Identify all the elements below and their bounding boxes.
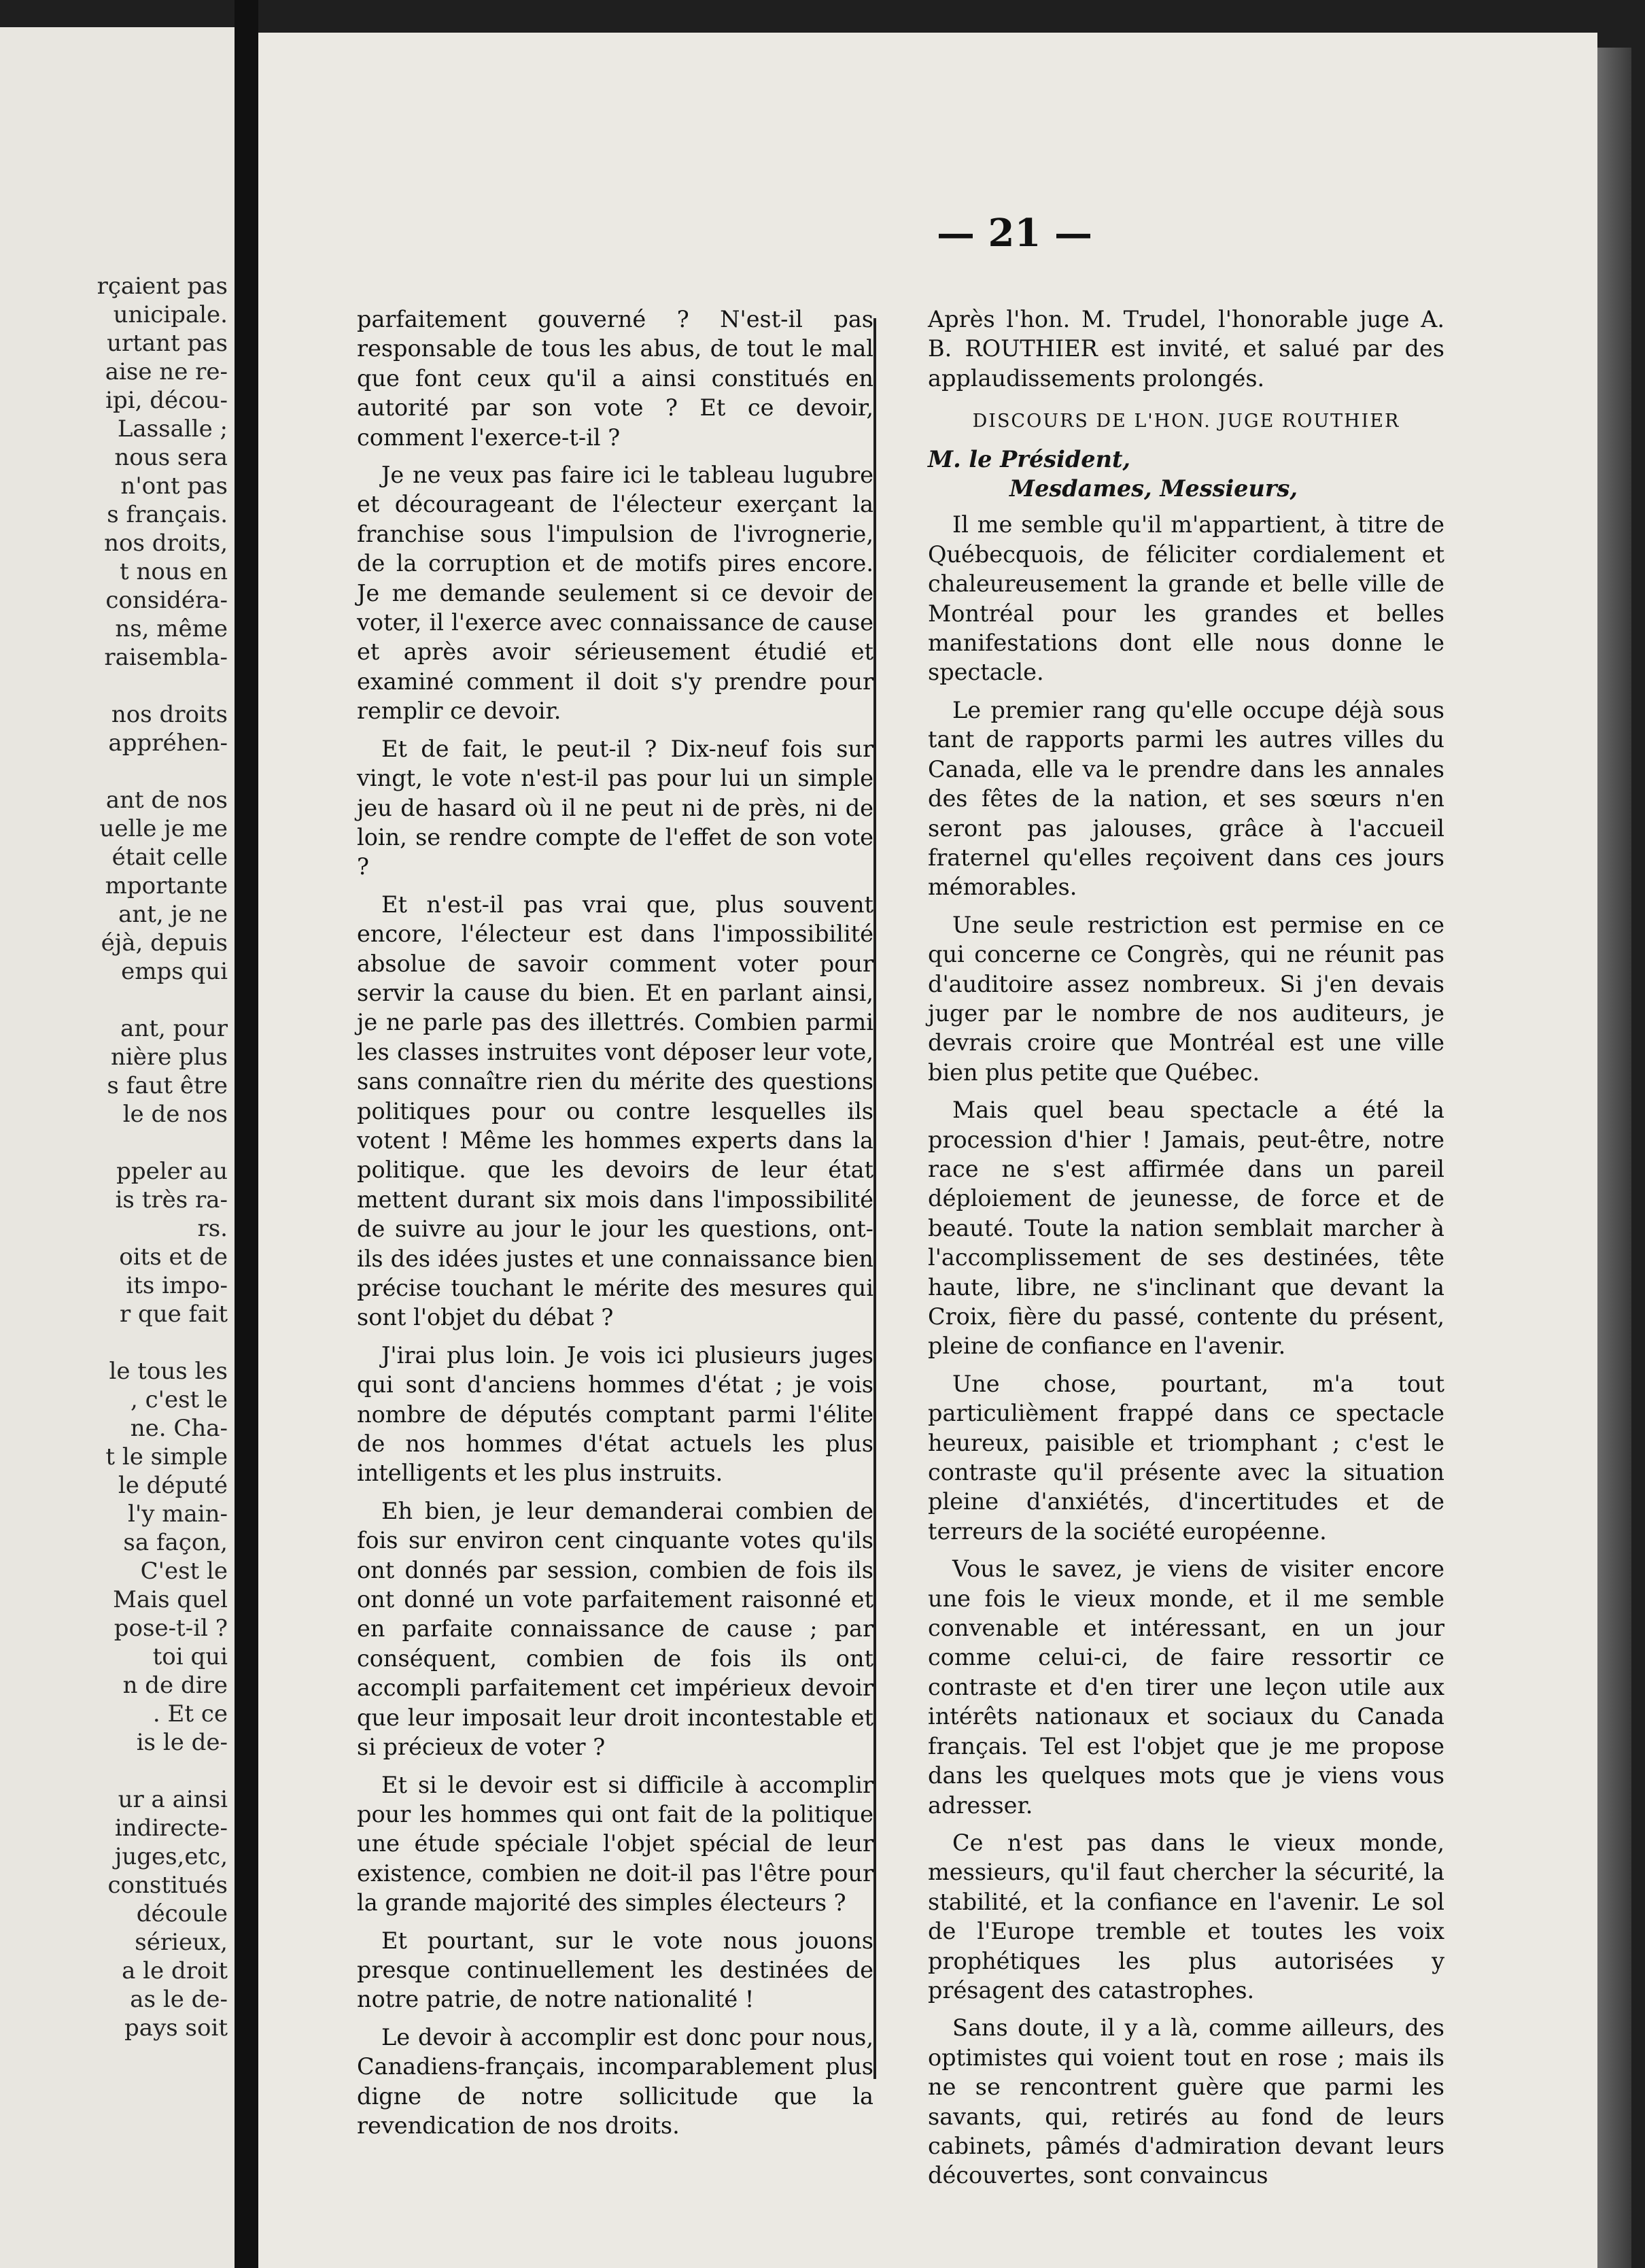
right-column (928, 305, 1444, 2199)
facing-page-line (10, 986, 228, 1014)
facing-page-line: n de dire (122, 1672, 228, 1699)
facing-page-line: ns, même (115, 615, 228, 642)
paragraph: Mais quel beau spectacle a été la procession d'hier ! Jamais, peut-être, notre race ne s'est affirmée dans un pareil déploiement de jeunesse, de force et de beauté. Toute la nation semblait marcher à l'accomplissement de ses destinées, tête haute, libre, ne s'inclinant que devant la Croix, fière du passé, contente du présent, pleine de confiance en l'avenir. (928, 1097, 1444, 1360)
facing-page-line: s français. (107, 501, 228, 528)
facing-page-line: a le droit (122, 1957, 228, 1984)
facing-page-line: ant, je ne (118, 901, 228, 928)
facing-page-line: pose-t-il ? (114, 1615, 228, 1642)
facing-page-line: Mais quel (113, 1586, 228, 1613)
facing-page-line: toi qui (152, 1643, 228, 1670)
left-column (357, 305, 873, 2148)
paragraph: Vous le savez, je viens de visiter encore une fois le vieux monde, et il me semble convenable et intéressant, en un jour comme celui-ci, de faire ressortir ce contraste et d'en tirer une leçon utile aux intérêts nationaux et sociaux du Canada français. Tel est l'objet que je me propose dans les quelques mots que je viens vous adresser. (928, 1556, 1444, 1819)
paragraph: Eh bien, je leur demanderai combien de fois sur environ cent cinquante votes qu'ils ont donnés par session, combien de fois ils ont donné un vote parfaitement raisonné et en parfaite connaissance de cause ; par conséquent, combien de fois ils ont accompli parfaitement cet impérieux devoir que leur imposait leur droit incontestable et si précieux de voter ? (357, 1497, 873, 1761)
facing-page-line: Lassalle ; (117, 415, 228, 443)
facing-page-line: ant, pour (120, 1015, 228, 1042)
facing-page-line: le député (118, 1472, 228, 1499)
paragraph: Et si le devoir est si difficile à accomplir pour les hommes qui ont fait de la politique une étude spéciale l'objet spécial de leur existence, combien ne doit-il pas l'être pour la grande majorité des simples électeurs ? (357, 1771, 873, 1917)
facing-page-line: t le simple (105, 1443, 228, 1471)
paragraph: Une seule restriction est permise en ce qui concerne ce Congrès, qui ne réunit pas d'auditoire assez nombreux. Si j'en devais juger par le nombre de nos auditeurs, je devrais croire que Montréal est une ville bien plus petite que Québec. (928, 911, 1444, 1086)
facing-page-line: uelle je me (99, 815, 228, 842)
facing-page-line: ur a ainsi (118, 1786, 228, 1813)
intro-paragraph: Après l'hon. M. Trudel, l'honorable juge A. B. ROUTHIER est invité, et salué par des applaudissements prolongés. (928, 306, 1444, 392)
facing-page-line: emps qui (121, 958, 228, 985)
facing-page-line: considéra- (105, 587, 228, 614)
facing-page-line: constitués (107, 1872, 228, 1899)
facing-page-line (10, 757, 228, 786)
facing-page-line: urtant pas (107, 330, 228, 357)
facing-page-line: ppeler au (116, 1158, 228, 1185)
facing-page-line: rçaient pas (97, 273, 228, 300)
paragraph: parfaitement gouverné ? N'est-il pas responsable de tous les abus, de tout le mal que font ceux qu'il a ainsi constitués en autorité par son vote ? Et ce devoir, comment l'exerce-t-il ? (357, 306, 873, 451)
facing-page-line: oits et de (119, 1243, 228, 1271)
facing-page-line: ant de nos (105, 787, 228, 814)
facing-page-line: découle (136, 1900, 228, 1927)
paragraph: J'irai plus loin. Je vois ici plusieurs juges qui sont d'anciens hommes d'état ; je vois nombre de députés comptant parmi l'élite de nos hommes d'état actuels les plus intelligents et les plus instruits. (357, 1341, 873, 1487)
paragraph: Sans doute, il y a là, comme ailleurs, des optimistes qui voient tout en rose ; mais ils ne se rencontrent guère que parmi les savants, qui, retirés au fond de leurs cabinets, pâmés d'admiration devant leurs découvertes, sont convaincus (928, 2014, 1444, 2189)
facing-page-line: pays soit (124, 2014, 228, 2042)
right-column-body (928, 510, 1444, 2190)
facing-page-line: C'est le (140, 1558, 228, 1585)
facing-page-line (10, 1757, 228, 1785)
main-page (258, 33, 1597, 2268)
facing-page-line: indirecte- (114, 1815, 228, 1842)
facing-page-line: unicipale. (113, 301, 228, 328)
facing-page-line: appréhen- (108, 729, 228, 757)
facing-page-line: juges,etc, (114, 1843, 228, 1870)
facing-page-line: nos droits (111, 701, 228, 728)
facing-page-line: aise ne re- (105, 358, 228, 385)
column-divider (873, 318, 876, 2079)
facing-page (0, 27, 235, 2268)
salutation-audience: Mesdames, Messieurs, (1009, 475, 1298, 502)
facing-page-line: le de nos (122, 1101, 228, 1128)
facing-page-line: r que fait (119, 1301, 228, 1328)
facing-page-line: as le de- (130, 1986, 228, 2013)
facing-page-line: s faut être (107, 1072, 228, 1099)
paragraph: Il me semble qu'il m'appartient, à titre de Québecquois, de féliciter cordialement et chaleureusement la grande et belle ville de Montréal pour les grandes et belles manifestations dont elle nous donne le spectacle. (928, 511, 1444, 686)
facing-page-line (10, 1129, 228, 1157)
section-heading: DISCOURS DE L'HON. JUGE ROUTHIER (972, 411, 1400, 432)
facing-page-line: sérieux, (135, 1929, 228, 1956)
facing-page-line: rs. (197, 1215, 228, 1242)
facing-page-line: n'ont pas (120, 472, 228, 500)
salutation-president: M. le Président, (928, 445, 1131, 472)
facing-page-line: t nous en (119, 558, 228, 585)
paragraph: Et pourtant, sur le vote nous jouons presque continuellement les destinées de notre patrie, de notre nationalité ! (357, 1927, 873, 2013)
facing-page-line: l'y main- (127, 1500, 228, 1528)
paragraph: Je ne veux pas faire ici le tableau lugubre et décourageant de l'électeur exerçant la franchise sous l'impulsion de l'ivrognerie, de la corruption et de motifs pires encore. Je me demande seulement si ce devoir de voter, il l'exerce avec connaissance de cause et après avoir sérieusement étudié et examiné comment il doit s'y prendre pour remplir ce devoir. (357, 462, 873, 725)
facing-page-line: sa façon, (123, 1529, 228, 1556)
facing-page-text (10, 272, 228, 2042)
facing-page-line: its impo- (126, 1272, 228, 1299)
paragraph: Ce n'est pas dans le vieux monde, messieurs, qu'il faut chercher la sécurité, la stabilité, et la confiance en l'avenir. Le sol de l'Europe tremble et toutes les voix prophétiques les plus autorisées y présagent des catastrophes. (928, 1829, 1444, 2004)
facing-page-line: , c'est le (130, 1386, 228, 1413)
facing-page-line: le tous les (109, 1358, 228, 1385)
facing-page-line: is très ra- (115, 1186, 228, 1214)
page-number: — 21 — (937, 211, 1092, 256)
paragraph: Le premier rang qu'elle occupe déjà sous tant de rapports parmi les autres villes du Canada, elle va le prendre dans les annales des fêtes de la nation, et ses sœurs n'en seront pas jalouses, grâce à l'accueil fraternel qu'elles reçoivent dans ces jours mémorables. (928, 696, 1444, 901)
facing-page-line: nous sera (114, 444, 228, 471)
facing-page-line (10, 672, 228, 700)
facing-page-line: . Et ce (152, 1700, 228, 1728)
paragraph: Et n'est-il pas vrai que, plus souvent encore, l'électeur est dans l'impossibilité absolue de savoir comment voter pour servir la cause du bien. Et en parlant ainsi, je ne parle pas des illettrés. Combien parmi les classes instruites vont déposer leur vote, sans connaître rien du mérite des questions politiques pour ou contre lesquelles ils votent ! Même les hommes experts dans la politique. que les devoirs de leur état mettent durant six mois dans l'impossibilité de suivre au jour le jour les questions, ont-ils des idées justes et une connaissance bien précise touchant le mérite des mesures qui sont l'objet du débat ? (357, 891, 873, 1331)
facing-page-line: nos droits, (104, 530, 228, 557)
facing-page-line: éjà, depuis (101, 929, 228, 957)
facing-page-line: était celle (111, 844, 228, 871)
facing-page-line: ne. Cha- (130, 1415, 228, 1442)
paragraph: Le devoir à accomplir est donc pour nous, Canadiens-français, incomparablement plus digne de notre sollicitude que la revendication de nos droits. (357, 2023, 873, 2139)
page-edge (1597, 48, 1631, 2268)
facing-page-line: ipi, décou- (105, 387, 228, 414)
facing-page-line: raisembla- (104, 644, 228, 671)
facing-page-line: is le de- (136, 1729, 228, 1756)
facing-page-line: nière plus (110, 1044, 228, 1071)
paragraph: Une chose, pourtant, m'a tout particulièment frappé dans ce spectacle heureux, paisible et triomphant ; c'est le contraste qu'il présente avec la situation pleine d'anxiétés, d'incertitudes et de terreurs de la société européenne. (928, 1370, 1444, 1545)
facing-page-line (10, 1328, 228, 1357)
page-gutter (235, 0, 258, 2268)
facing-page-line: mportante (105, 872, 228, 899)
paragraph: Et de fait, le peut-il ? Dix-neuf fois sur vingt, le vote n'est-il pas pour lui un simple jeu de hasard où il ne peut ni de près, ni de loin, se rendre compte de l'effet de son vote ? (357, 735, 873, 880)
